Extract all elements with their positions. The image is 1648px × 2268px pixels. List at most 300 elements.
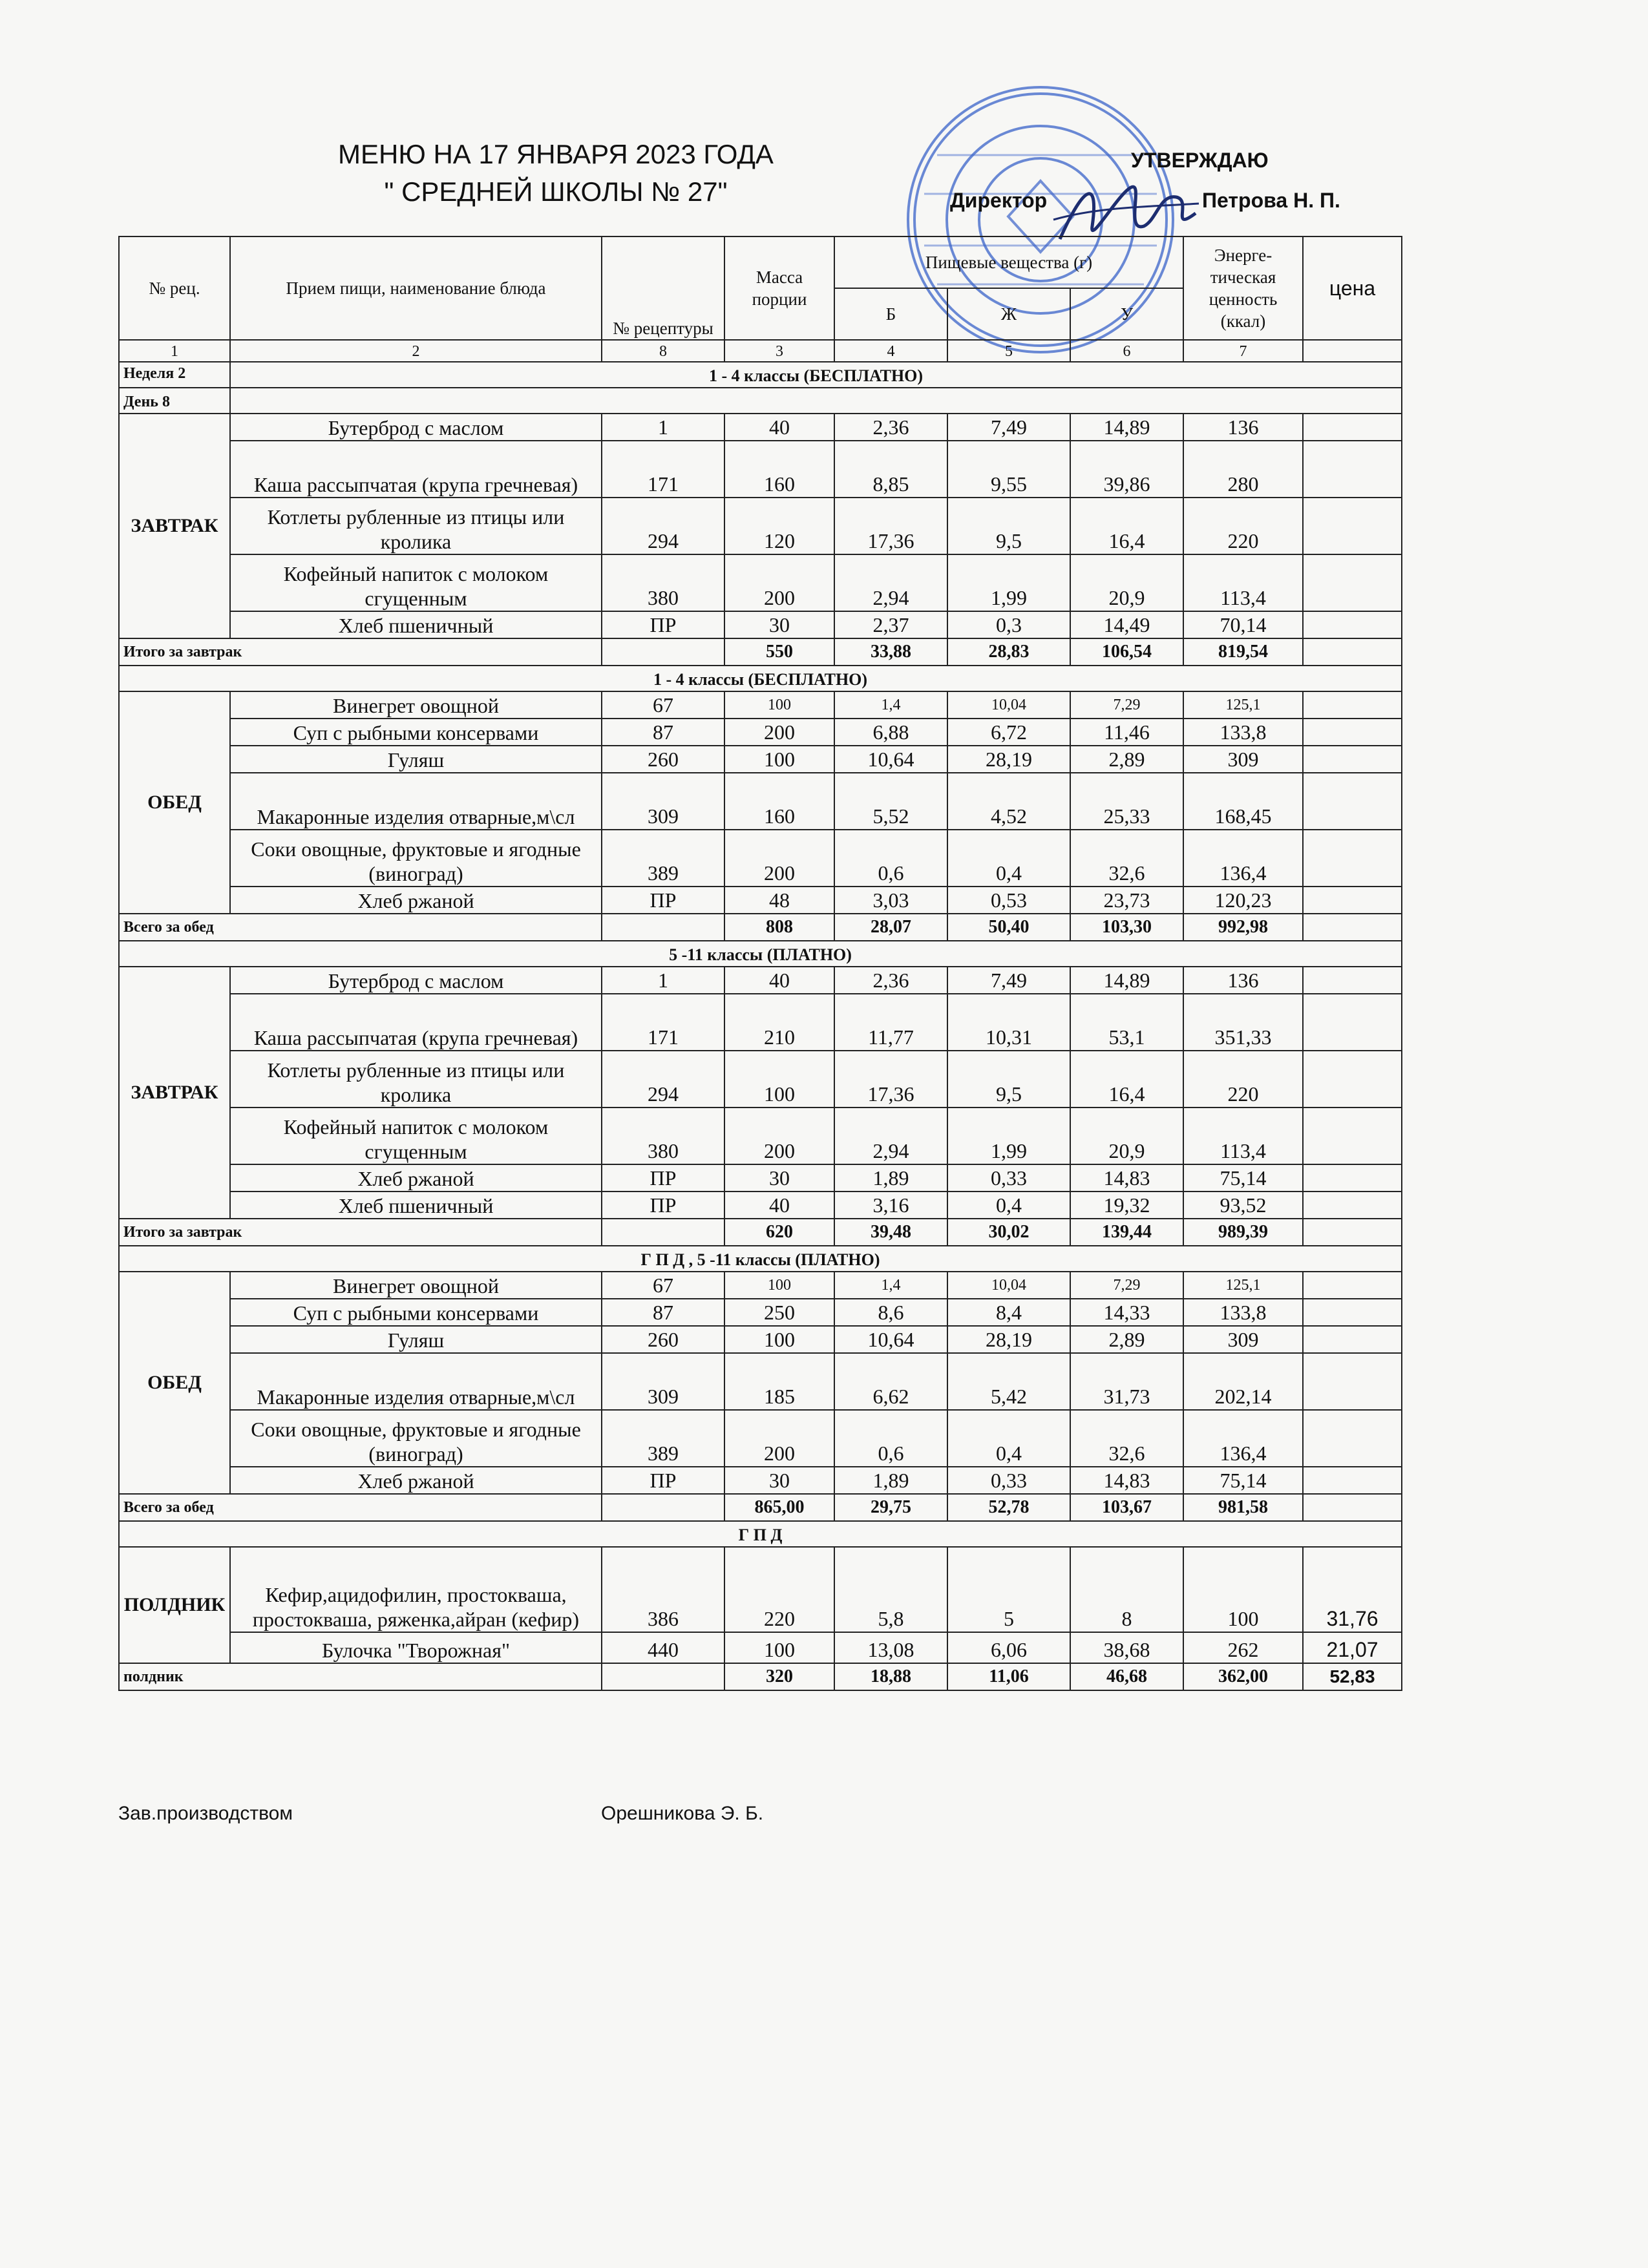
carb-value: 14,89 (1070, 967, 1183, 994)
dish-name: Винегрет овощной (230, 691, 602, 719)
protein-value: 10,64 (834, 1326, 947, 1353)
fat-value: 0,33 (947, 1164, 1070, 1192)
recipe-number: 171 (602, 441, 724, 498)
carb-value: 2,89 (1070, 1326, 1183, 1353)
dish-name: Хлеб пшеничный (230, 611, 602, 638)
price-value (1303, 746, 1402, 773)
total-mass: 808 (724, 914, 834, 941)
portion-mass: 185 (724, 1353, 834, 1410)
total-row (119, 914, 1402, 941)
table-row (119, 1164, 1402, 1192)
energy-value: 136 (1183, 967, 1303, 994)
portion-mass: 200 (724, 830, 834, 887)
dish-name: Суп с рыбными консервами (230, 719, 602, 746)
protein-value: 6,62 (834, 1353, 947, 1410)
recipe-number: 171 (602, 994, 724, 1051)
energy-value: 120,23 (1183, 887, 1303, 914)
total-fat: 11,06 (947, 1663, 1070, 1690)
total-energy: 362,00 (1183, 1663, 1303, 1690)
protein-value: 11,77 (834, 994, 947, 1051)
portion-mass: 100 (724, 1326, 834, 1353)
section-title-row (119, 941, 1402, 967)
price-value (1303, 498, 1402, 554)
table-row (119, 1108, 1402, 1164)
total-spacer (602, 914, 724, 941)
dish-name: Кофейный напиток с молоком сгущенным (230, 1108, 602, 1164)
meal-label: ОБЕД (119, 1272, 230, 1494)
portion-mass: 250 (724, 1299, 834, 1326)
total-row (119, 638, 1402, 666)
price-value (1303, 994, 1402, 1051)
dish-name: Бутерброд с маслом (230, 414, 602, 441)
carb-value: 11,46 (1070, 719, 1183, 746)
total-price (1303, 638, 1402, 666)
total-mass: 620 (724, 1219, 834, 1246)
table-row (119, 746, 1402, 773)
protein-value: 3,16 (834, 1192, 947, 1219)
carb-value: 16,4 (1070, 498, 1183, 554)
portion-mass: 100 (724, 746, 834, 773)
meal-label: ЗАВТРАК (119, 414, 230, 638)
section-title-row (119, 666, 1402, 691)
section-title: Г П Д (119, 1521, 1402, 1547)
portion-mass: 100 (724, 1632, 834, 1663)
table-row (119, 887, 1402, 914)
approve-label: УТВЕРЖДАЮ (1131, 149, 1269, 172)
energy-value: 309 (1183, 746, 1303, 773)
recipe-number: 380 (602, 1108, 724, 1164)
col-u: У (1070, 288, 1183, 340)
carb-value: 20,9 (1070, 1108, 1183, 1164)
column-number: 6 (1070, 340, 1183, 362)
energy-value: 220 (1183, 1051, 1303, 1108)
recipe-number: 87 (602, 719, 724, 746)
energy-value: 136,4 (1183, 830, 1303, 887)
carb-value: 7,29 (1070, 691, 1183, 719)
dish-name: Хлеб ржаной (230, 1164, 602, 1192)
fat-value: 10,04 (947, 1272, 1070, 1299)
section-title: 1 - 4 классы (БЕСПЛАТНО) (230, 362, 1402, 388)
recipe-number: 294 (602, 498, 724, 554)
portion-mass: 220 (724, 1547, 834, 1632)
fat-value: 7,49 (947, 414, 1070, 441)
recipe-number: ПР (602, 1192, 724, 1219)
table-row (119, 1051, 1402, 1108)
dish-name: Котлеты рубленные из птицы или кролика (230, 1051, 602, 1108)
price-value (1303, 887, 1402, 914)
price-value: 31,76 (1303, 1547, 1402, 1632)
protein-value: 6,88 (834, 719, 947, 746)
section-title: 5 -11 классы (ПЛАТНО) (119, 941, 1402, 967)
protein-value: 1,89 (834, 1467, 947, 1494)
energy-value: 125,1 (1183, 1272, 1303, 1299)
price-value (1303, 1051, 1402, 1108)
recipe-number: 294 (602, 1051, 724, 1108)
price-value: 21,07 (1303, 1632, 1402, 1663)
col-b: Б (834, 288, 947, 340)
fat-value: 6,06 (947, 1632, 1070, 1663)
fat-value: 5 (947, 1547, 1070, 1632)
total-price (1303, 1219, 1402, 1246)
protein-value: 1,89 (834, 1164, 947, 1192)
recipe-number: 67 (602, 1272, 724, 1299)
fat-value: 0,33 (947, 1467, 1070, 1494)
column-number (1303, 340, 1402, 362)
portion-mass: 200 (724, 554, 834, 611)
carb-value: 19,32 (1070, 1192, 1183, 1219)
energy-value: 133,8 (1183, 1299, 1303, 1326)
dish-name: Каша рассыпчатая (крупа гречневая) (230, 441, 602, 498)
price-value (1303, 1108, 1402, 1164)
total-carb: 106,54 (1070, 638, 1183, 666)
total-energy: 819,54 (1183, 638, 1303, 666)
energy-value: 93,52 (1183, 1192, 1303, 1219)
carb-value: 20,9 (1070, 554, 1183, 611)
dish-name: Соки овощные, фруктовые и ягодные (виноград) (230, 830, 602, 887)
column-number: 7 (1183, 340, 1303, 362)
recipe-number: 260 (602, 1326, 724, 1353)
recipe-number: ПР (602, 611, 724, 638)
week-row (119, 362, 1402, 388)
total-protein: 29,75 (834, 1494, 947, 1521)
carb-value: 14,89 (1070, 414, 1183, 441)
price-value (1303, 1299, 1402, 1326)
price-value (1303, 441, 1402, 498)
recipe-number: 309 (602, 773, 724, 830)
title-line-2: " СРЕДНЕЙ ШКОЛЫ № 27" (384, 176, 728, 207)
table-row (119, 1299, 1402, 1326)
energy-value: 125,1 (1183, 691, 1303, 719)
table-row (119, 773, 1402, 830)
dish-name: Каша рассыпчатая (крупа гречневая) (230, 994, 602, 1051)
page-title (246, 136, 866, 211)
total-price: 52,83 (1303, 1663, 1402, 1690)
dish-name: Гуляш (230, 746, 602, 773)
carb-value: 16,4 (1070, 1051, 1183, 1108)
fat-value: 4,52 (947, 773, 1070, 830)
director-label: Директор (950, 189, 1048, 212)
total-protein: 39,48 (834, 1219, 947, 1246)
recipe-number: ПР (602, 887, 724, 914)
protein-value: 1,4 (834, 1272, 947, 1299)
price-value (1303, 611, 1402, 638)
day-row-spacer (230, 388, 1402, 414)
total-protein: 33,88 (834, 638, 947, 666)
fat-value: 28,19 (947, 1326, 1070, 1353)
total-fat: 28,83 (947, 638, 1070, 666)
price-value (1303, 1467, 1402, 1494)
menu-table (118, 236, 1402, 1691)
carb-value: 25,33 (1070, 773, 1183, 830)
total-carb: 103,30 (1070, 914, 1183, 941)
dish-name: Хлеб ржаной (230, 887, 602, 914)
portion-mass: 160 (724, 773, 834, 830)
recipe-number: 67 (602, 691, 724, 719)
protein-value: 0,6 (834, 830, 947, 887)
total-mass: 865,00 (724, 1494, 834, 1521)
total-row (119, 1663, 1402, 1690)
total-spacer (602, 638, 724, 666)
carb-value: 31,73 (1070, 1353, 1183, 1410)
column-number: 3 (724, 340, 834, 362)
price-value (1303, 1353, 1402, 1410)
energy-value: 136,4 (1183, 1410, 1303, 1467)
column-number: 8 (602, 340, 724, 362)
dish-name: Соки овощные, фруктовые и ягодные (виноград) (230, 1410, 602, 1467)
total-mass: 550 (724, 638, 834, 666)
meal-label: ПОЛДНИК (119, 1547, 230, 1663)
total-energy: 989,39 (1183, 1219, 1303, 1246)
fat-value: 0,4 (947, 830, 1070, 887)
dish-name: Суп с рыбными консервами (230, 1299, 602, 1326)
section-title: Г П Д , 5 -11 классы (ПЛАТНО) (119, 1246, 1402, 1272)
table-row (119, 1467, 1402, 1494)
table-row (119, 611, 1402, 638)
table-row (119, 1547, 1402, 1632)
total-row (119, 1219, 1402, 1246)
total-spacer (602, 1219, 724, 1246)
price-value (1303, 719, 1402, 746)
energy-value: 309 (1183, 1326, 1303, 1353)
energy-value: 351,33 (1183, 994, 1303, 1051)
carb-value: 14,83 (1070, 1164, 1183, 1192)
table-row (119, 554, 1402, 611)
table-row (119, 1326, 1402, 1353)
dish-name: Кефир,ацидофилин, простокваша, простокваша, ряженка,айран (кефир) (230, 1547, 602, 1632)
fat-value: 8,4 (947, 1299, 1070, 1326)
portion-mass: 100 (724, 1051, 834, 1108)
table-row (119, 691, 1402, 719)
portion-mass: 100 (724, 1272, 834, 1299)
col-recipe: № рецептуры (602, 236, 724, 340)
energy-value: 75,14 (1183, 1164, 1303, 1192)
protein-value: 17,36 (834, 498, 947, 554)
carb-value: 32,6 (1070, 830, 1183, 887)
protein-value: 13,08 (834, 1632, 947, 1663)
fat-value: 9,5 (947, 498, 1070, 554)
protein-value: 2,94 (834, 1108, 947, 1164)
portion-mass: 200 (724, 719, 834, 746)
table-row (119, 1353, 1402, 1410)
total-fat: 50,40 (947, 914, 1070, 941)
carb-value: 38,68 (1070, 1632, 1183, 1663)
protein-value: 2,94 (834, 554, 947, 611)
portion-mass: 30 (724, 1164, 834, 1192)
energy-value: 202,14 (1183, 1353, 1303, 1410)
energy-value: 70,14 (1183, 611, 1303, 638)
column-number: 1 (119, 340, 230, 362)
portion-mass: 200 (724, 1410, 834, 1467)
price-value (1303, 1192, 1402, 1219)
energy-value: 136 (1183, 414, 1303, 441)
fat-value: 1,99 (947, 554, 1070, 611)
fat-value: 7,49 (947, 967, 1070, 994)
dish-name: Гуляш (230, 1326, 602, 1353)
dish-name: Макаронные изделия отварные,м\сл (230, 1353, 602, 1410)
title-line-1: МЕНЮ НА 17 ЯНВАРЯ 2023 ГОДА (338, 139, 774, 169)
fat-value: 9,5 (947, 1051, 1070, 1108)
carb-value: 32,6 (1070, 1410, 1183, 1467)
protein-value: 8,6 (834, 1299, 947, 1326)
col-price: цена (1303, 236, 1402, 340)
total-price (1303, 1494, 1402, 1521)
table-row (119, 1410, 1402, 1467)
week-label: Неделя 2 (119, 362, 230, 388)
column-number: 5 (947, 340, 1070, 362)
price-value (1303, 554, 1402, 611)
total-spacer (602, 1663, 724, 1690)
portion-mass: 40 (724, 967, 834, 994)
table-row (119, 414, 1402, 441)
section-title: 1 - 4 классы (БЕСПЛАТНО) (119, 666, 1402, 691)
price-value (1303, 414, 1402, 441)
day-row (119, 388, 1402, 414)
fat-value: 6,72 (947, 719, 1070, 746)
carb-value: 7,29 (1070, 1272, 1183, 1299)
total-fat: 52,78 (947, 1494, 1070, 1521)
price-value (1303, 1164, 1402, 1192)
energy-value: 280 (1183, 441, 1303, 498)
table-row (119, 1192, 1402, 1219)
protein-value: 2,37 (834, 611, 947, 638)
protein-value: 10,64 (834, 746, 947, 773)
fat-value: 0,3 (947, 611, 1070, 638)
fat-value: 10,31 (947, 994, 1070, 1051)
fat-value: 1,99 (947, 1108, 1070, 1164)
fat-value: 10,04 (947, 691, 1070, 719)
price-value (1303, 830, 1402, 887)
director-name: Петрова Н. П. (1202, 189, 1340, 212)
recipe-number: ПР (602, 1164, 724, 1192)
total-carb: 46,68 (1070, 1663, 1183, 1690)
recipe-number: 260 (602, 746, 724, 773)
protein-value: 1,4 (834, 691, 947, 719)
dish-name: Хлеб ржаной (230, 1467, 602, 1494)
total-label: Итого за завтрак (119, 1219, 602, 1246)
fat-value: 0,53 (947, 887, 1070, 914)
protein-value: 17,36 (834, 1051, 947, 1108)
dish-name: Кофейный напиток с молоком сгущенным (230, 554, 602, 611)
price-value (1303, 773, 1402, 830)
dish-name: Котлеты рубленные из птицы или кролика (230, 498, 602, 554)
recipe-number: 1 (602, 414, 724, 441)
col-name: Прием пищи, наименование блюда (230, 236, 602, 340)
footer-position: Зав.производством (118, 1803, 293, 1824)
carb-value: 14,33 (1070, 1299, 1183, 1326)
energy-value: 100 (1183, 1547, 1303, 1632)
table-row (119, 967, 1402, 994)
table-row (119, 719, 1402, 746)
total-label: Итого за завтрак (119, 638, 602, 666)
total-protein: 18,88 (834, 1663, 947, 1690)
recipe-number: 389 (602, 1410, 724, 1467)
total-price (1303, 914, 1402, 941)
col-mass: Масса порции (724, 236, 834, 340)
total-mass: 320 (724, 1663, 834, 1690)
table-row (119, 441, 1402, 498)
dish-name: Винегрет овощной (230, 1272, 602, 1299)
carb-value: 39,86 (1070, 441, 1183, 498)
portion-mass: 210 (724, 994, 834, 1051)
table-row (119, 830, 1402, 887)
price-value (1303, 967, 1402, 994)
fat-value: 0,4 (947, 1410, 1070, 1467)
portion-mass: 30 (724, 1467, 834, 1494)
meal-label: ЗАВТРАК (119, 967, 230, 1219)
column-number: 4 (834, 340, 947, 362)
portion-mass: 200 (724, 1108, 834, 1164)
col-num: № рец. (119, 236, 230, 340)
footer-name: Орешникова Э. Б. (601, 1803, 764, 1824)
carb-value: 53,1 (1070, 994, 1183, 1051)
fat-value: 28,19 (947, 746, 1070, 773)
recipe-number: ПР (602, 1467, 724, 1494)
recipe-number: 380 (602, 554, 724, 611)
carb-value: 14,49 (1070, 611, 1183, 638)
meal-label: ОБЕД (119, 691, 230, 914)
total-label: Всего за обед (119, 1494, 602, 1521)
total-carb: 103,67 (1070, 1494, 1183, 1521)
energy-value: 168,45 (1183, 773, 1303, 830)
recipe-number: 87 (602, 1299, 724, 1326)
dish-name: Бутерброд с маслом (230, 967, 602, 994)
protein-value: 3,03 (834, 887, 947, 914)
carb-value: 23,73 (1070, 887, 1183, 914)
table-row (119, 498, 1402, 554)
col-nutrients: Пищевые вещества (г) (834, 236, 1183, 288)
dish-name: Макаронные изделия отварные,м\сл (230, 773, 602, 830)
fat-value: 9,55 (947, 441, 1070, 498)
total-carb: 139,44 (1070, 1219, 1183, 1246)
total-label: Всего за обед (119, 914, 602, 941)
energy-value: 262 (1183, 1632, 1303, 1663)
section-title-row (119, 1521, 1402, 1547)
recipe-number: 440 (602, 1632, 724, 1663)
energy-value: 75,14 (1183, 1467, 1303, 1494)
portion-mass: 40 (724, 1192, 834, 1219)
recipe-number: 309 (602, 1353, 724, 1410)
portion-mass: 100 (724, 691, 834, 719)
protein-value: 8,85 (834, 441, 947, 498)
col-zh: Ж (947, 288, 1070, 340)
total-energy: 992,98 (1183, 914, 1303, 941)
column-number: 2 (230, 340, 602, 362)
portion-mass: 120 (724, 498, 834, 554)
portion-mass: 40 (724, 414, 834, 441)
energy-value: 133,8 (1183, 719, 1303, 746)
price-value (1303, 1272, 1402, 1299)
table-row (119, 994, 1402, 1051)
dish-name: Хлеб пшеничный (230, 1192, 602, 1219)
col-energy: Энерге- тическая ценность (ккал) (1183, 236, 1303, 340)
protein-value: 0,6 (834, 1410, 947, 1467)
dish-name: Булочка "Творожная" (230, 1632, 602, 1663)
total-row (119, 1494, 1402, 1521)
fat-value: 0,4 (947, 1192, 1070, 1219)
carb-value: 8 (1070, 1547, 1183, 1632)
fat-value: 5,42 (947, 1353, 1070, 1410)
carb-value: 14,83 (1070, 1467, 1183, 1494)
portion-mass: 48 (724, 887, 834, 914)
recipe-number: 389 (602, 830, 724, 887)
protein-value: 2,36 (834, 967, 947, 994)
total-energy: 981,58 (1183, 1494, 1303, 1521)
table-row (119, 1632, 1402, 1663)
price-value (1303, 691, 1402, 719)
portion-mass: 160 (724, 441, 834, 498)
energy-value: 220 (1183, 498, 1303, 554)
protein-value: 5,8 (834, 1547, 947, 1632)
